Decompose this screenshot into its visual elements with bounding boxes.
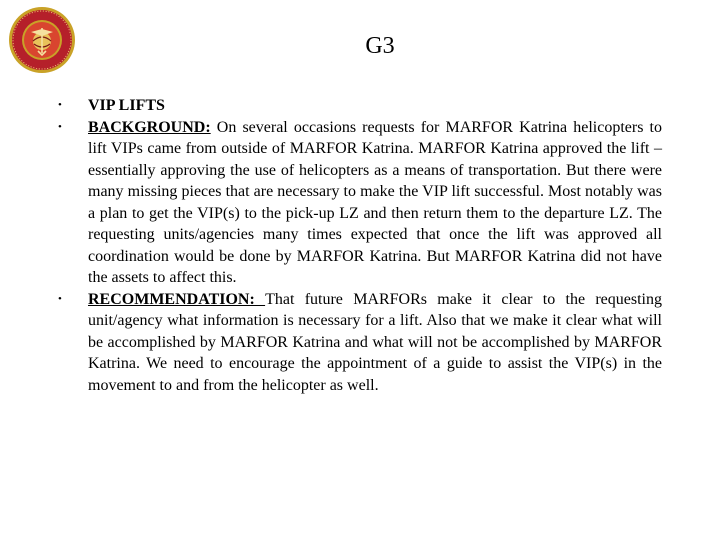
bullet-heading: BACKGROUND:	[88, 118, 211, 136]
slide-title: G3	[365, 33, 395, 59]
bullet-icon: •	[58, 99, 62, 111]
bullet-text: On several occasions requests for MARFOR Katrina helicopters to lift VIPs came from outside of MARFOR Katrina. MARFOR Katrina approved the lift – essentially approving the use of helicopters as a means of transportation. But there were many missing pieces that are necessary to make the VIP lift successful. Most notably was a plan to get the VIP(s) to the pick-up LZ and then return them to the departure LZ. The requesting units/agencies many times expected that once the lift was approved all coordination would be done by MARFOR Katrina. But MARFOR Katrina did not have the assets to affect this.	[88, 118, 662, 286]
bullet-text: That future MARFORs make it clear to the requesting unit/agency what information is necessary for a lift. Also that we make it clear what will be accomplished by MARFOR Katrina and what will not be accomplished by MARFOR Katrina. We need to encourage the appointment of a guide to assist the VIP(s) in the movement to and from the helicopter as well.	[88, 290, 662, 394]
bullet-heading: VIP LIFTS	[88, 97, 165, 114]
bullet-item-vip-lifts	[56, 95, 662, 117]
bullet-item-recommendation	[56, 289, 662, 397]
bullet-icon: •	[58, 120, 62, 133]
bullet-heading: RECOMMENDATION:	[88, 290, 266, 308]
bullet-list	[56, 95, 662, 396]
bullet-icon: •	[58, 292, 62, 305]
bullet-item-background	[56, 117, 662, 289]
